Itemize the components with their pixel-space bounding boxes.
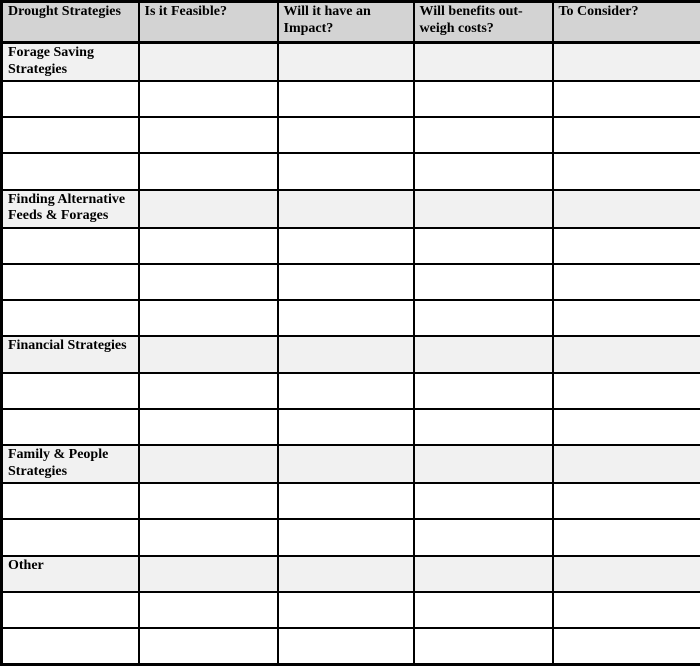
empty-cell [553, 483, 700, 519]
empty-cell [278, 409, 414, 445]
table-row [2, 373, 700, 409]
empty-cell [2, 483, 139, 519]
empty-cell [278, 153, 414, 189]
section-cell [414, 556, 553, 592]
empty-cell [553, 228, 700, 264]
empty-cell [2, 409, 139, 445]
empty-cell [2, 117, 139, 153]
section-row [2, 556, 700, 592]
section-cell [139, 336, 278, 372]
table-row [2, 300, 700, 336]
empty-cell [553, 519, 700, 555]
empty-cell [414, 592, 553, 628]
section-cell [278, 445, 414, 483]
empty-cell [414, 81, 553, 117]
empty-cell [139, 592, 278, 628]
empty-cell [553, 153, 700, 189]
column-header: To Consider? [553, 2, 700, 43]
section-cell [278, 190, 414, 228]
empty-cell [553, 300, 700, 336]
column-header: Will it have an Impact? [278, 2, 414, 43]
section-label-cell: Forage Saving Strategies [2, 43, 139, 81]
section-cell [139, 43, 278, 81]
empty-cell [414, 628, 553, 664]
column-header: Is it Feasible? [139, 2, 278, 43]
empty-cell [2, 519, 139, 555]
empty-cell [139, 264, 278, 300]
empty-cell [139, 153, 278, 189]
table-body [2, 43, 700, 665]
section-cell [553, 336, 700, 372]
section-cell [139, 556, 278, 592]
empty-cell [553, 81, 700, 117]
section-cell [278, 43, 414, 81]
section-cell [414, 43, 553, 81]
section-cell [139, 445, 278, 483]
table-row [2, 409, 700, 445]
column-header: Drought Strategies [2, 2, 139, 43]
table-row [2, 228, 700, 264]
empty-cell [278, 300, 414, 336]
table-row [2, 519, 700, 555]
empty-cell [2, 228, 139, 264]
empty-cell [278, 264, 414, 300]
empty-cell [553, 264, 700, 300]
empty-cell [553, 117, 700, 153]
empty-cell [278, 117, 414, 153]
empty-cell [414, 117, 553, 153]
empty-cell [278, 592, 414, 628]
empty-cell [278, 228, 414, 264]
section-cell [139, 190, 278, 228]
empty-cell [139, 228, 278, 264]
empty-cell [2, 300, 139, 336]
empty-cell [2, 592, 139, 628]
section-cell [414, 190, 553, 228]
section-row [2, 445, 700, 483]
empty-cell [139, 373, 278, 409]
empty-cell [278, 628, 414, 664]
table-row [2, 483, 700, 519]
table-row [2, 628, 700, 664]
empty-cell [139, 628, 278, 664]
section-row [2, 190, 700, 228]
empty-cell [2, 81, 139, 117]
empty-cell [2, 373, 139, 409]
table-row [2, 153, 700, 189]
table-row [2, 264, 700, 300]
table-row [2, 81, 700, 117]
empty-cell [414, 264, 553, 300]
section-cell [553, 190, 700, 228]
empty-cell [278, 519, 414, 555]
section-label-cell: Family & People Strategies [2, 445, 139, 483]
empty-cell [2, 628, 139, 664]
empty-cell [2, 153, 139, 189]
section-cell [414, 445, 553, 483]
empty-cell [278, 81, 414, 117]
empty-cell [553, 592, 700, 628]
empty-cell [414, 519, 553, 555]
empty-cell [278, 483, 414, 519]
section-row [2, 43, 700, 81]
header-row [2, 2, 700, 43]
table-row [2, 592, 700, 628]
empty-cell [414, 153, 553, 189]
section-cell [553, 43, 700, 81]
empty-cell [139, 519, 278, 555]
empty-cell [139, 81, 278, 117]
section-cell [414, 336, 553, 372]
empty-cell [414, 228, 553, 264]
empty-cell [139, 409, 278, 445]
section-cell [553, 556, 700, 592]
section-cell [553, 445, 700, 483]
empty-cell [553, 373, 700, 409]
column-header: Will benefits out-weigh costs? [414, 2, 553, 43]
empty-cell [414, 483, 553, 519]
section-cell [278, 556, 414, 592]
table-row [2, 117, 700, 153]
empty-cell [2, 264, 139, 300]
section-cell [278, 336, 414, 372]
empty-cell [553, 409, 700, 445]
empty-cell [414, 300, 553, 336]
section-label-cell: Other [2, 556, 139, 592]
section-label-cell: Finding Alternative Feeds & Forages [2, 190, 139, 228]
section-row [2, 336, 700, 372]
empty-cell [139, 300, 278, 336]
empty-cell [553, 628, 700, 664]
empty-cell [139, 483, 278, 519]
empty-cell [414, 373, 553, 409]
section-label-cell: Financial Strategies [2, 336, 139, 372]
empty-cell [139, 117, 278, 153]
empty-cell [414, 409, 553, 445]
empty-cell [278, 373, 414, 409]
